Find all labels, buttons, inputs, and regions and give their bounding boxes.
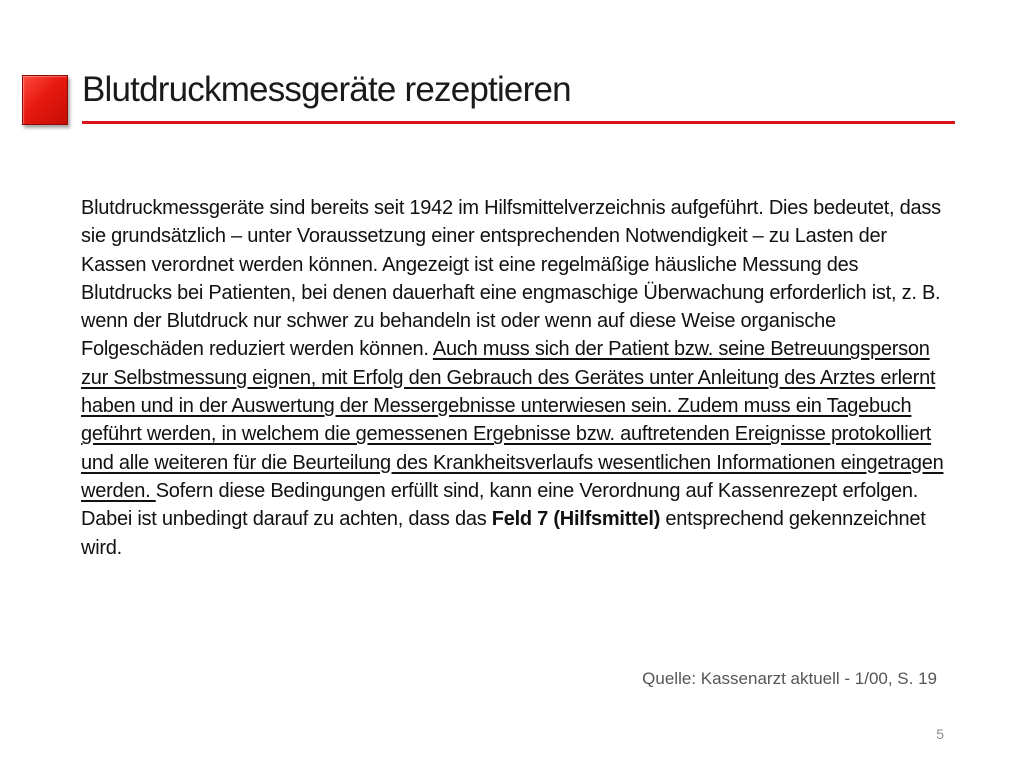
title-bullet-square-icon bbox=[22, 75, 68, 125]
page-number: 5 bbox=[936, 726, 944, 742]
title-underline-divider bbox=[82, 121, 955, 124]
body-text-intro: Blutdruckmessgeräte sind bereits seit 1942 im Hilfsmittelverzeichnis aufgeführt. Dies bedeutet, dass sie grundsätzlich – unter Voraussetzung einer entsprechenden Notwendigkeit – zu Lasten der Kassen verordnet werden können. Angezeigt ist eine regelmäßige häusliche Messung des Blutdrucks bei Patienten, bei denen dauerhaft eine engmaschige Überwachung erforderlich ist, z. B. wenn der Blutdruck nur schwer zu behandeln ist oder wenn auf diese Weise organische Folgeschäden reduziert werden können. bbox=[81, 197, 941, 361]
body-text-underlined: Auch muss sich der Patient bzw. seine Betreuungsperson zur Selbstmessung eignen, mit Erfolg den Gebrauch des Gerätes unter Anleitung des Arztes erlernt haben und in der Auswertung der Messergebnisse unterwiesen sein. Zudem muss ein Tagebuch geführt werden, in welchem die gemessenen Ergebnisse bzw. auftretenden Ereignisse protokolliert und alle weiteren für die Beurteilung des Krankheitsverlaufs wesentlichen Informationen eingetragen werden. bbox=[81, 338, 944, 502]
source-citation: Quelle: Kassenarzt aktuell - 1/00, S. 19 bbox=[642, 669, 937, 688]
body-paragraph bbox=[81, 194, 951, 562]
slide-title: Blutdruckmessgeräte rezeptieren bbox=[82, 70, 571, 109]
body-text-ending: entsprechend gekennzeichnet wird. bbox=[81, 508, 926, 559]
body-text-conditions: Sofern diese Bedingungen erfüllt sind, kann eine Verordnung auf Kassenrezept erfolgen. Dabei ist unbedingt darauf zu achten, dass das bbox=[81, 479, 919, 531]
body-text-bold-field: Feld 7 (Hilfsmittel) bbox=[491, 508, 661, 531]
